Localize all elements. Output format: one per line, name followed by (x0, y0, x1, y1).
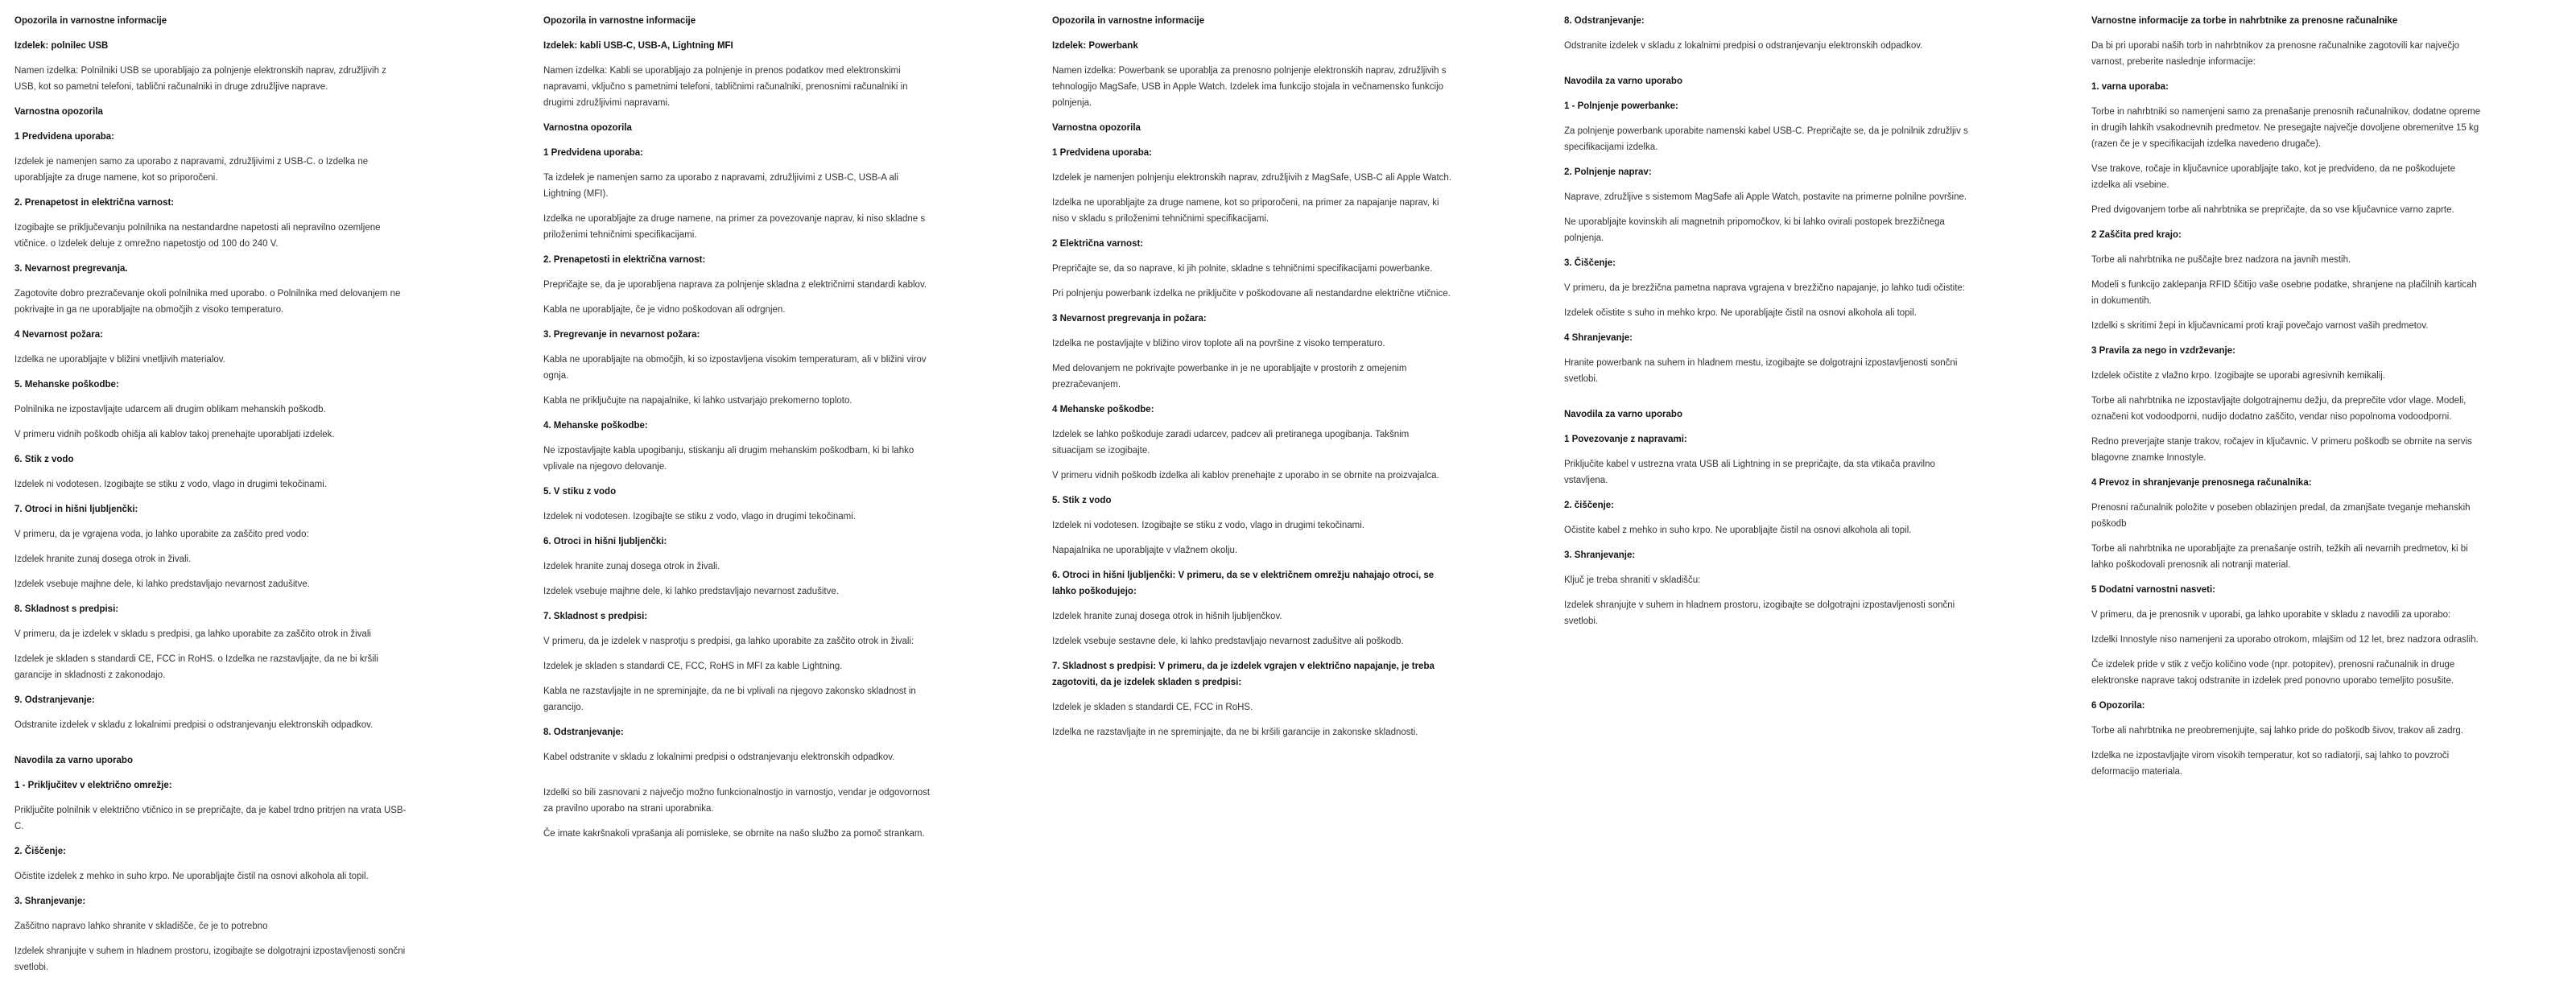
paragraph: Izdelka ne uporabljajte za druge namene, na primer za povezovanje naprav, ki niso skladne s priloženimi tehničnimi specifikacijami. (543, 214, 926, 240)
paragraph: Prenosni računalnik položite v poseben oblazinjen predal, da zmanjšate tveganje mehanskih poškodb (2091, 503, 2471, 529)
section-heading: Opozorila in varnostne informacije (1052, 16, 1205, 26)
section-heading: 2. Čiščenje: (14, 847, 66, 856)
text-column-laptop-bags (2091, 13, 2483, 789)
section-heading: 1 Povezovanje z napravami: (1564, 435, 1687, 444)
section-heading: 2. Prenapetost in električna varnost: (14, 198, 175, 208)
paragraph: Da bi pri uporabi naših torb in nahrbtnikov za prenosne računalnike zagotovili kar največjo varnost, preberite naslednje informacije: (2091, 41, 2460, 67)
paragraph: Zaščitno napravo lahko shranite v skladišče, če je to potrebno (14, 921, 268, 931)
section-heading: 1 Predvidena uporaba: (543, 148, 643, 158)
paragraph: Izdelki so bili zasnovani z največjo možno funkcionalnostjo in varnostjo, vendar je odgovornost za pravilno uporabo na strani uporabnika. (543, 788, 931, 814)
section-heading: 4 Prevoz in shranjevanje prenosnega računalnika: (2091, 478, 2312, 488)
section-heading: 1 Predvidena uporaba: (14, 132, 114, 142)
section-heading: 5. Mehanske poškodbe: (14, 380, 119, 390)
paragraph: Namen izdelka: Kabli se uporabljajo za polnjenje in prenos podatkov med elektronskimi napravami, vključno s pametnimi telefoni, tabličnimi računalniki, prenosnimi računalniki in drugimi združljivimi napravami. (543, 66, 908, 108)
paragraph: Odstranite izdelek v skladu z lokalnimi predpisi o odstranjevanju elektronskih odpadkov. (14, 720, 374, 730)
section-heading: 5. Stik z vodo (1052, 496, 1112, 505)
section-heading: 2 Zaščita pred krajo: (2091, 230, 2182, 240)
section-heading: 8. Odstranjevanje: (1564, 16, 1645, 26)
section-heading: 3. Pregrevanje in nevarnost požara: (543, 330, 700, 340)
paragraph: Pri polnjenju powerbank izdelka ne priključite v poškodovane ali nestandardne električne vtičnice. (1052, 289, 1451, 299)
section-heading: 5. V stiku z vodo (543, 487, 617, 497)
section-heading: Izdelek: polnilec USB (14, 41, 109, 51)
paragraph: Kabel odstranite v skladu z lokalnimi predpisi o odstranjevanju elektronskih odpadkov. (543, 752, 895, 762)
section-heading: 3. Nevarnost pregrevanja. (14, 264, 128, 274)
paragraph: Izdelek hranite zunaj dosega otrok in živali. (14, 555, 192, 564)
paragraph: Izdelek vsebuje sestavne dele, ki lahko predstavljajo nevarnost zadušitve ali poškodb. (1052, 637, 1404, 646)
paragraph: Izdelka ne uporabljajte v bližini vnetljivih materialov. (14, 355, 225, 365)
section-heading: Izdelek: kabli USB-C, USB-A, Lightning MFI (543, 41, 733, 51)
section-heading: 1 Predvidena uporaba: (1052, 148, 1152, 158)
paragraph: Izdelek je skladen s standardi CE, FCC, RoHS in MFI za kable Lightning. (543, 662, 843, 671)
paragraph: Izdelka ne razstavljajte in ne spreminjajte, da ne bi kršili garancije in zakonske skladnosti. (1052, 728, 1418, 737)
paragraph: Pred dvigovanjem torbe ali nahrbtnika se prepričajte, da so vse ključavnice varno zaprte. (2091, 205, 2454, 215)
paragraph: Ta izdelek je namenjen samo za uporabo z napravami, združljivimi z USB-C, USB-A ali Lightning (MFI). (543, 173, 899, 199)
paragraph: Izdelek očistite s suho in mehko krpo. Ne uporabljajte čistil na osnovi alkohola ali topil. (1564, 308, 1917, 318)
paragraph: Namen izdelka: Polnilniki USB se uporabljajo za polnjenje elektronskih naprav, združljivih z USB, kot so pametni telefoni, tablični računalniki in druge združljive naprave. (14, 66, 386, 92)
paragraph: Kabla ne uporabljajte, če je vidno poškodovan ali odrgnjen. (543, 305, 786, 315)
section-heading: Opozorila in varnostne informacije (543, 16, 696, 26)
paragraph: Prepričajte se, da je uporabljena naprava za polnjenje skladna z električnimi standardi kablov. (543, 280, 927, 290)
paragraph: Za polnjenje powerbank uporabite namenski kabel USB-C. Prepričajte se, da je polnilnik združljiv s specifikacijami izdelka. (1564, 126, 1968, 152)
section-heading: 2. čiščenje: (1564, 501, 1615, 510)
paragraph: Izdelek vsebuje majhne dele, ki lahko predstavljajo nevarnost zadušitve. (543, 587, 839, 596)
section-heading: 8. Odstranjevanje: (543, 728, 624, 737)
section-heading: 8. Skladnost s predpisi: (14, 604, 119, 614)
paragraph: Izdelek je namenjen samo za uporabo z napravami, združljivimi z USB-C. o Izdelka ne uporabljajte za druge namene, kot so priporočeni. (14, 157, 369, 183)
section-heading: 4 Shranjevanje: (1564, 333, 1633, 343)
paragraph: Če imate kakršnakoli vprašanja ali pomisleke, se obrnite na našo službo za pomoč strankam. (543, 829, 925, 839)
paragraph: Med delovanjem ne pokrivajte powerbanke in je ne uporabljajte v prostorih z omejenim prezračevanjem. (1052, 364, 1407, 390)
paragraph: Odstranite izdelek v skladu z lokalnimi predpisi o odstranjevanju elektronskih odpadkov. (1564, 41, 1923, 51)
section-heading: 4 Nevarnost požara: (14, 330, 103, 340)
paragraph: Izdelka ne uporabljajte za druge namene, kot so priporočeni, na primer za napajanje naprav, ki niso v skladu s priloženimi tehničnimi specifikacijami. (1052, 198, 1439, 224)
paragraph: Izdelek hranite zunaj dosega otrok in hišnih ljubljenčkov. (1052, 612, 1282, 621)
section-heading: 6 Opozorila: (2091, 701, 2145, 711)
section-heading: 6. Stik z vodo (14, 455, 74, 464)
paragraph: Ključ je treba shraniti v skladišču: (1564, 575, 1701, 585)
paragraph: Torbe ali nahrbtnika ne preobremenjujte, saj lahko pride do poškodb šivov, trakov ali zadrg. (2091, 726, 2463, 736)
paragraph: Izdelek shranjujte v suhem in hladnem prostoru, izogibajte se dolgotrajni izpostavljenosti sončni svetlobi. (14, 946, 406, 972)
section-heading: Navodila za varno uporabo (1564, 76, 1682, 86)
paragraph: Polnilnika ne izpostavljajte udarcem ali drugim oblikam mehanskih poškodb. (14, 405, 326, 414)
text-column-usage-instructions (1564, 13, 1973, 638)
paragraph: Izdelek ni vodotesen. Izogibajte se stiku z vodo, vlago in drugimi tekočinami. (1052, 521, 1365, 530)
paragraph: V primeru, da je vgrajena voda, jo lahko uporabite za zaščito pred vodo: (14, 530, 309, 539)
paragraph: Modeli s funkcijo zaklepanja RFID ščitijo vaše osebne podatke, shranjene na plačilnih karticah in dokumentih. (2091, 280, 2477, 306)
paragraph: Torbe ali nahrbtnika ne izpostavljajte dolgotrajnemu dežju, da preprečite vdor vlage. Modeli, označeni kot vodoodporni, nudijo dodatno zaščito, vendar niso popolnoma vodoodporni. (2091, 396, 2467, 422)
section-heading: 7. Skladnost s predpisi: V primeru, da je izdelek vgrajen v električno napajanje, je treba zagotoviti, da je izdelek skladen s predpisi: (1052, 662, 1435, 687)
section-heading: 4 Mehanske poškodbe: (1052, 405, 1154, 414)
paragraph: V primeru, da je izdelek v skladu s predpisi, ga lahko uporabite za zaščito otrok in živali (14, 629, 371, 639)
text-column-usb-charger (14, 13, 409, 984)
paragraph: Izdelki s skritimi žepi in ključavnicami proti kraji povečajo varnost vaših predmetov. (2091, 321, 2429, 331)
paragraph: Priključite kabel v ustrezna vrata USB ali Lightning in se prepričajte, da sta vtikača pravilno vstavljena. (1564, 460, 1935, 485)
paragraph: Izdelek očistite z vlažno krpo. Izogibajte se uporabi agresivnih kemikalij. (2091, 371, 2385, 381)
paragraph: Torbe ali nahrbtnika ne puščajte brez nadzora na javnih mestih. (2091, 255, 2351, 265)
paragraph: V primeru vidnih poškodb izdelka ali kablov prenehajte z uporabo in se obrnite na proizvajalca. (1052, 471, 1439, 480)
paragraph: Ne uporabljajte kovinskih ali magnetnih pripomočkov, ki bi lahko ovirali postopek brezžičnega polnjenja. (1564, 217, 1945, 243)
paragraph: Kabla ne razstavljajte in ne spreminjajte, da ne bi vplivali na njegovo zakonsko skladnost in garancijo. (543, 686, 916, 712)
section-heading: 1 - Polnjenje powerbanke: (1564, 101, 1678, 111)
section-heading: Navodila za varno uporabo (1564, 410, 1682, 419)
paragraph: Izdelek hranite zunaj dosega otrok in živali. (543, 562, 720, 571)
section-heading: 3. Čiščenje: (1564, 258, 1616, 268)
paragraph: V primeru vidnih poškodb ohišja ali kablov takoj prenehajte uporabljati izdelek. (14, 430, 335, 439)
paragraph: Kabla ne uporabljajte na območjih, ki so izpostavljena visokim temperaturam, ali v bližini virov ognja. (543, 355, 927, 381)
paragraph: Torbe in nahrbtniki so namenjeni samo za prenašanje prenosnih računalnikov, dodatne opreme in drugih lahkih vsakodnevnih predmetov. Ne presegajte največje dovoljene obremenitve 15 kg (razen če je v specifikacijah izdelka navedeno drugače). (2091, 107, 2481, 149)
section-heading: 9. Odstranjevanje: (14, 695, 95, 705)
paragraph: Izdelek se lahko poškoduje zaradi udarcev, padcev ali pretiranega upogibanja. Takšnim situacijam se izogibajte. (1052, 430, 1410, 456)
section-heading: 3. Shranjevanje: (14, 897, 86, 906)
paragraph: Izdelek ni vodotesen. Izogibajte se stiku z vodo, vlago in drugimi tekočinami. (543, 512, 857, 522)
paragraph: Če izdelek pride v stik z večjo količino vode (npr. potopitev), prenosni računalnik in druge elektronske naprave takoj odstranite in izdelek pred ponovno uporabo temeljito posušite. (2091, 660, 2455, 686)
section-heading: 7. Otroci in hišni ljubljenčki: (14, 505, 138, 514)
paragraph: V primeru, da je izdelek v nasprotju s predpisi, ga lahko uporabite za zaščito otrok in živali: (543, 637, 914, 646)
section-heading: Varnostne informacije za torbe in nahrbtnike za prenosne računalnike (2091, 16, 2398, 26)
section-heading: Varnostna opozorila (1052, 123, 1141, 133)
section-heading: Varnostna opozorila (14, 107, 103, 117)
paragraph: Naprave, združljive s sistemom MagSafe ali Apple Watch, postavite na primerne polnilne površine. (1564, 192, 1967, 202)
paragraph: Izdelek je skladen s standardi CE, FCC in RoHS. (1052, 703, 1253, 712)
section-heading: 2. Polnjenje naprav: (1564, 167, 1652, 177)
paragraph: Izdelek ni vodotesen. Izogibajte se stiku z vodo, vlago in drugimi tekočinami. (14, 480, 328, 489)
paragraph: Izdelka ne izpostavljajte virom visokih temperatur, kot so radiatorji, saj lahko to povzroči deformacijo materiala. (2091, 751, 2450, 777)
paragraph: Izogibajte se priključevanju polnilnika na nestandardne napetosti ali nepravilno ozemljene vtičnice. o Izdelek deluje z omrežno napetostjo od 100 do 240 V. (14, 223, 381, 249)
paragraph: Priključite polnilnik v električno vtičnico in se prepričajte, da je kabel trdno pritrjen na vrata USB-C. (14, 806, 407, 831)
section-heading: 7. Skladnost s predpisi: (543, 612, 648, 621)
paragraph: Izdelek shranjujte v suhem in hladnem prostoru, izogibajte se dolgotrajni izpostavljenosti sončni svetlobi. (1564, 600, 1955, 626)
paragraph: Kabla ne priključujte na napajalnike, ki lahko ustvarjajo prekomerno toploto. (543, 396, 852, 406)
paragraph: Izdelek je skladen s standardi CE, FCC in RoHS. o Izdelka ne razstavljajte, da ne bi kršili garancije in skladnosti z zakonodajo. (14, 654, 378, 680)
section-heading: 3 Nevarnost pregrevanja in požara: (1052, 314, 1207, 324)
paragraph: Namen izdelka: Powerbank se uporablja za prenosno polnjenje elektronskih naprav, združljivih s tehnologijo MagSafe, USB in Apple Watch. Izdelek ima funkcijo stojala in večnamensko funkcijo polnjenja. (1052, 66, 1447, 108)
section-heading: 1 - Priključitev v električno omrežje: (14, 781, 172, 790)
paragraph: Izdelek je namenjen polnjenju elektronskih naprav, združljivih z MagSafe, USB-C ali Apple Watch. (1052, 173, 1452, 183)
paragraph: Torbe ali nahrbtnika ne uporabljajte za prenašanje ostrih, težkih ali nevarnih predmetov, ki bi lahko poškodovali prenosnik ali notranji material. (2091, 544, 2468, 570)
paragraph: Ne izpostavljajte kabla upogibanju, stiskanju ali drugim mehanskim poškodbam, ki bi lahko vplivale na njegovo delovanje. (543, 446, 914, 472)
section-heading: Izdelek: Powerbank (1052, 41, 1138, 51)
section-heading: 3 Pravila za nego in vzdrževanje: (2091, 346, 2235, 356)
text-column-powerbank (1052, 13, 1452, 749)
section-heading: 6. Otroci in hišni ljubljenčki: V primeru, da se v električnem omrežju nahajajo otroci, se lahko poškodujejo: (1052, 571, 1435, 596)
paragraph: Redno preverjajte stanje trakov, ročajev in ključavnic. V primeru poškodb se obrnite na servis blagovne znamke Innostyle. (2091, 437, 2472, 463)
section-heading: Opozorila in varnostne informacije (14, 16, 167, 26)
text-column-cables (543, 13, 938, 851)
paragraph: V primeru, da je prenosnik v uporabi, ga lahko uporabite v skladu z navodili za uporabo: (2091, 610, 2451, 620)
section-heading: 2 Električna varnost: (1052, 239, 1144, 249)
paragraph: Očistite izdelek z mehko in suho krpo. Ne uporabljajte čistil na osnovi alkohola ali topil. (14, 872, 369, 881)
paragraph: Izdelki Innostyle niso namenjeni za uporabo otrokom, mlajšim od 12 let, brez nadzora odraslih. (2091, 635, 2479, 645)
paragraph: Hranite powerbank na suhem in hladnem mestu, izogibajte se dolgotrajni izpostavljenosti sončni svetlobi. (1564, 358, 1958, 384)
paragraph: Očistite kabel z mehko in suho krpo. Ne uporabljajte čistil na osnovi alkohola ali topil. (1564, 526, 1912, 535)
section-heading: 6. Otroci in hišni ljubljenčki: (543, 537, 667, 546)
section-heading: 1. varna uporaba: (2091, 82, 2169, 92)
paragraph: Zagotovite dobro prezračevanje okoli polnilnika med uporabo. o Polnilnika med delovanjem ne pokrivajte in ga ne uporabljajte na območjih z visoko temperaturo. (14, 289, 401, 315)
section-heading: Varnostna opozorila (543, 123, 632, 133)
section-heading: Navodila za varno uporabo (14, 756, 133, 765)
section-heading: 2. Prenapetosti in električna varnost: (543, 255, 706, 265)
paragraph: Prepričajte se, da so naprave, ki jih polnite, skladne s tehničnimi specifikacijami powerbanke. (1052, 264, 1433, 274)
section-heading: 4. Mehanske poškodbe: (543, 421, 648, 431)
paragraph: Izdelka ne postavljajte v bližino virov toplote ali na površine z visoko temperaturo. (1052, 339, 1385, 348)
paragraph: Izdelek vsebuje majhne dele, ki lahko predstavljajo nevarnost zadušitve. (14, 579, 310, 589)
paragraph: Vse trakove, ročaje in ključavnice uporabljajte tako, kot je predvideno, da ne poškodujete izdelka ali vsebine. (2091, 164, 2455, 190)
paragraph: V primeru, da je brezžična pametna naprava vgrajena v brezžično napajanje, jo lahko tudi očistite: (1564, 283, 1965, 293)
paragraph: Napajalnika ne uporabljajte v vlažnem okolju. (1052, 546, 1238, 555)
section-heading: 3. Shranjevanje: (1564, 550, 1636, 560)
section-heading: 5 Dodatni varnostni nasveti: (2091, 585, 2216, 595)
